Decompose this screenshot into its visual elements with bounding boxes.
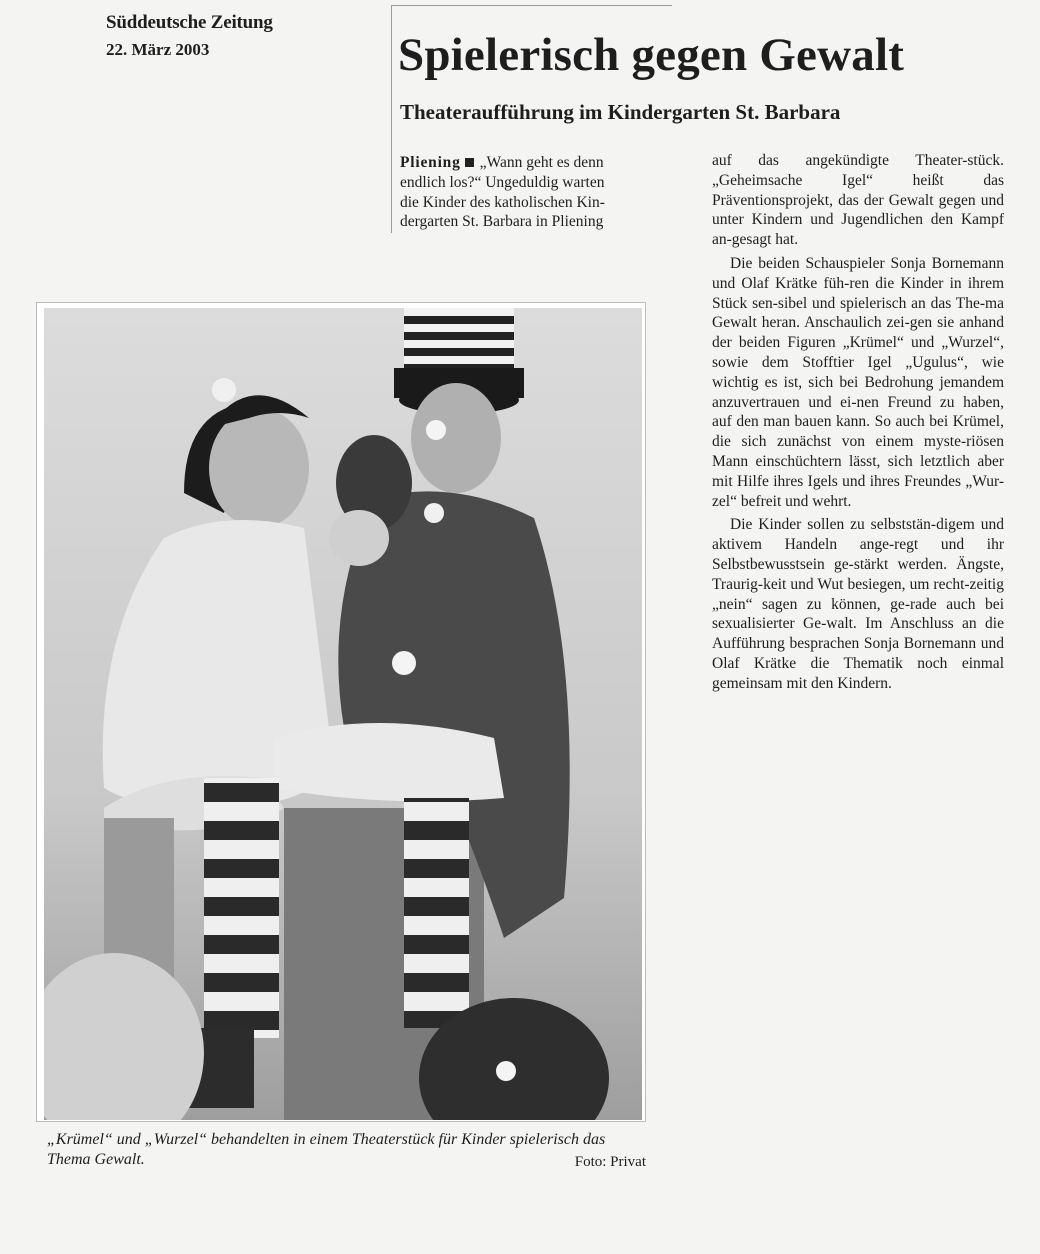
caption-text: „Krümel“ und „Wurzel“ behandelten in einem Theaterstück für Kinder spielerisch das Thema Gewalt. [47,1131,606,1168]
theater-photo [44,308,642,1120]
body-paragraph: Die beiden Schauspieler Sonja Bornemann und Olaf Krätke füh-ren die Kinder in ihrem Stück sen-sibel und spielerisch an das The-ma Gewalt heran. Anschaulich zei-gen sie anhand der beiden Figuren „Krümel“ und „Wurzel“, sowie dem Stofftier Igel „Ugulus“, wie wichtig es ist, sich bei Bedrohung jemandem anzuvertrauen und ei-nen Freund zu haben, auf den man bauen kann. So auch bei Krümel, die sich zunächst von einem myste-riösen Mann einschüchtern lässt, sich letztlich aber mit Hilfe ihres Igels und ihres Freundes „Wur-zel“ befreit und wehrt. [712,254,1004,510]
source-name: Süddeutsche Zeitung [106,12,273,33]
subheadline: Theateraufführung im Kindergarten St. Barbara [400,100,841,124]
body-paragraph: auf das angekündigte Theater-stück. „Geheimsache Igel“ heißt das Präventionsprojekt, das der Gewalt gegen und unter Kindern und Jugendlichen den Kampf an-gesagt hat. [712,152,1004,249]
dateline: Pliening [400,154,461,171]
photo-credit: Foto: Privat [574,1154,646,1170]
photo-caption [47,1130,647,1170]
body-paragraph: Die Kinder sollen zu selbststän-digem und aktivem Handeln ange-regt und ihr Selbstbewusstsein ge-stärkt werden. Ängste, Traurig-keit und Wut besiegen, um recht-zeitig „nein“ sagen zu können, ge-rade auch bei sexualisierter Ge-walt. Im Anschluss an die Aufführung besprachen Sonja Bornemann und Olaf Krätke die Thematik noch einmal gemeinsam mit den Kindern. [712,516,1004,692]
intro-line: endlich los?“ Ungeduldig warten [400,173,605,191]
intro-line: dergarten St. Barbara in Pliening [400,213,604,231]
source-date: 22. März 2003 [106,40,210,59]
headline-side-rule [391,5,392,233]
intro-text: „Wann geht es denn [479,154,604,171]
intro-line [400,153,688,173]
intro-line: die Kinder des katholischen Kin- [400,193,605,211]
dateline-square-icon [465,158,474,167]
intro-column [400,153,688,232]
headline: Spielerisch gegen Gewalt [398,29,905,81]
body-column [712,151,1004,694]
headline-top-rule [392,5,672,6]
